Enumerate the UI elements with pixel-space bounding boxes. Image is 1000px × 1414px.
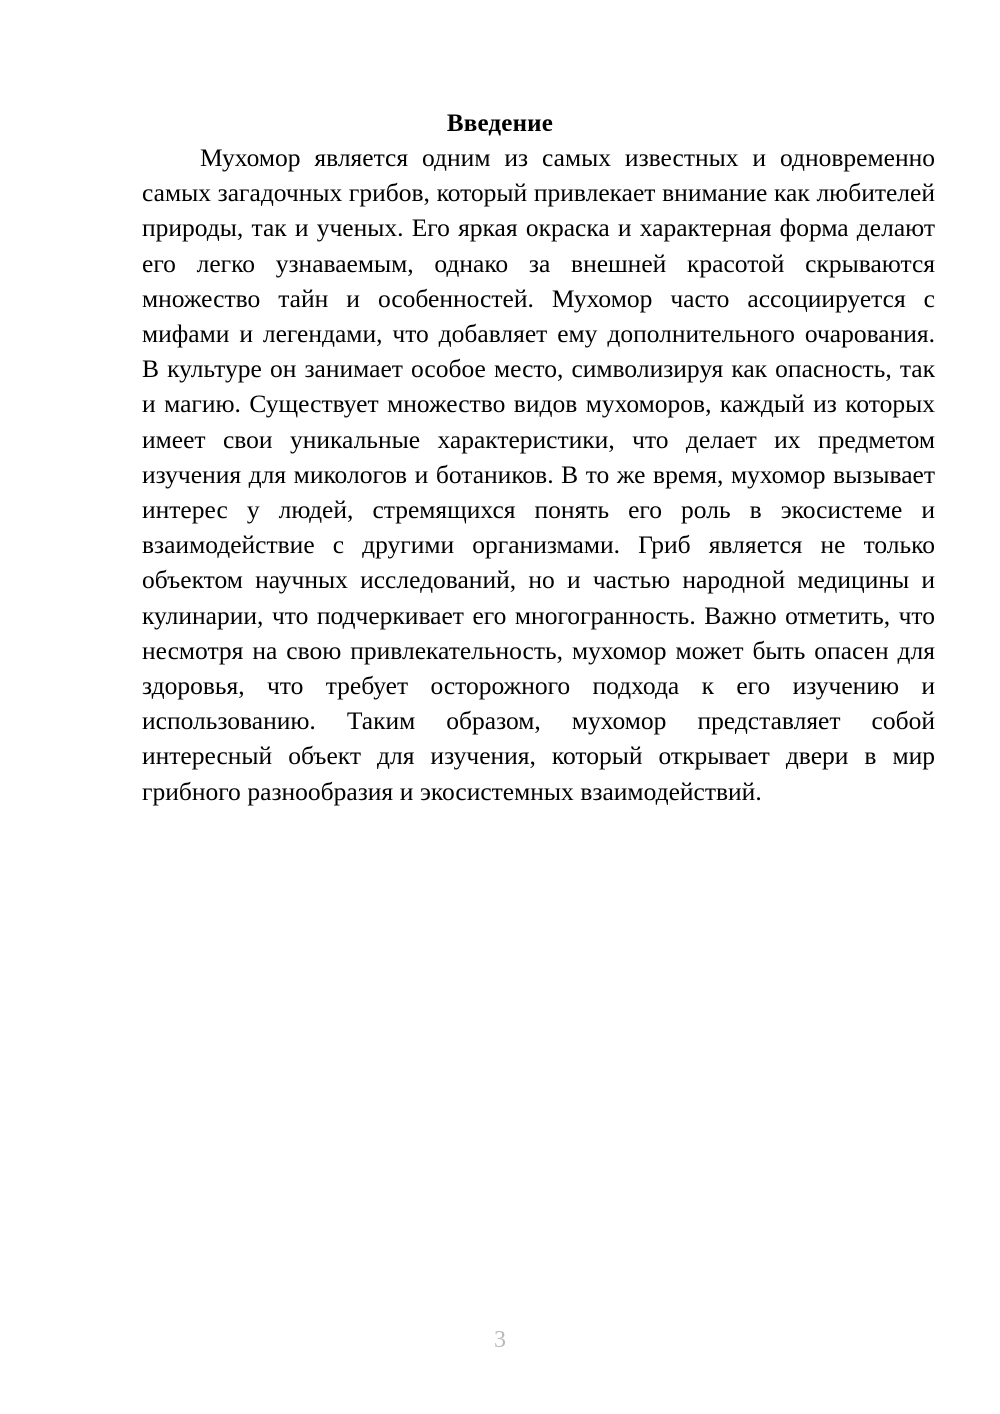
page-title: Введение bbox=[446, 109, 554, 137]
body-text-block bbox=[142, 140, 935, 809]
page-number: 3 bbox=[494, 1327, 506, 1353]
introduction-paragraph: Мухомор является одним из самых известных и одновременно самых загадочных грибов, который привлекает внимание как любителей природы, так и ученых. Его яркая окраска и характерная форма делают его легко узнаваемым, однако за внешней красотой скрываются множество тайн и особенностей. Мухомор часто ассоциируется с мифами и легендами, что добавляет ему дополнительного очарования. В культуре он занимает особое место, символизируя как опасность, так и магию. Существует множество видов мухоморов, каждый из которых имеет свои уникальные характеристики, что делает их предметом изучения для микологов и ботаников. В то же время, мухомор вызывает интерес у людей, стремящихся понять его роль в экосистеме и взаимодействие с другими организмами. Гриб является не только объектом научных исследований, но и частью народной медицины и кулинарии, что подчеркивает его многогранность. Важно отметить, что несмотря на свою привлекательность, мухомор может быть опасен для здоровья, что требует осторожного подхода к его изучению и использованию. Таким образом, мухомор представляет собой интересный объект для изучения, который открывает двери в мир грибного разнообразия и экосистемных взаимодействий. bbox=[142, 143, 935, 806]
